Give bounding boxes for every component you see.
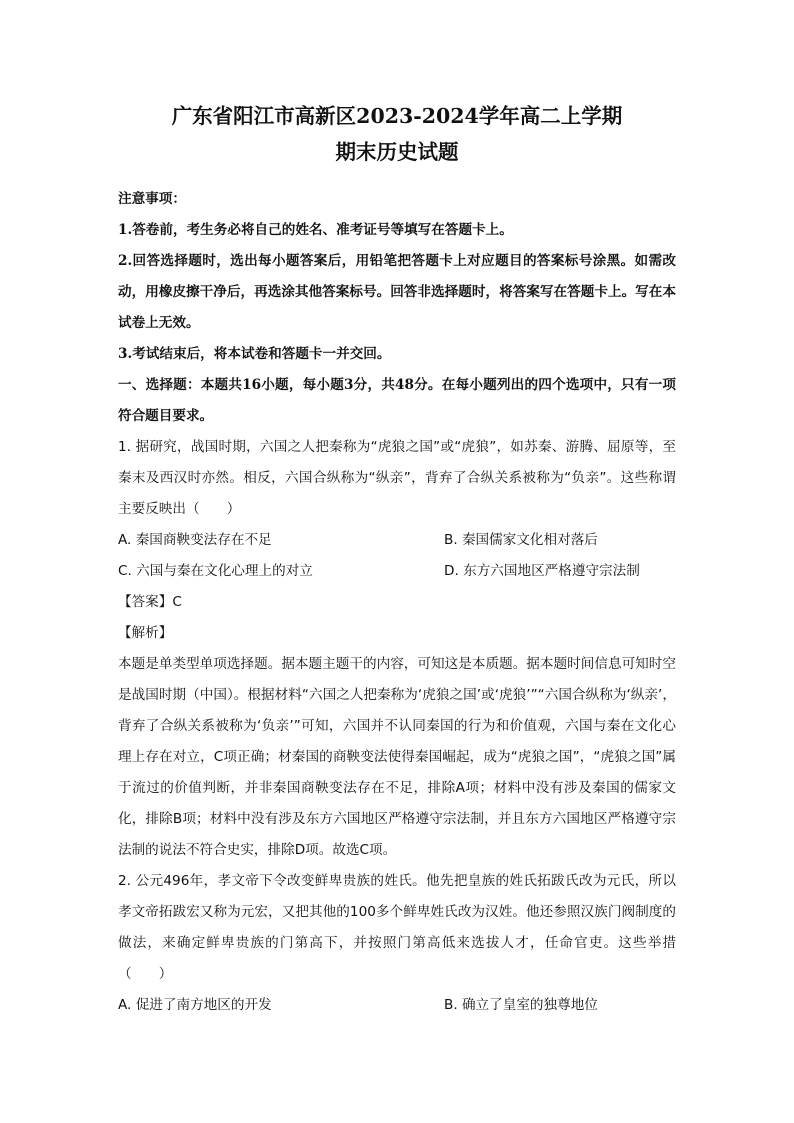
question-1-answer: 【答案】C	[118, 594, 182, 610]
question-1-option-b: B. 秦国儒家文化相对落后	[444, 532, 598, 548]
question-1-option-c: C. 六国与秦在文化心理上的对立	[118, 563, 313, 579]
question-1-option-a: A. 秦国商鞅变法存在不足	[118, 532, 272, 548]
notice-section	[118, 184, 676, 370]
notice-item-2: 2.回答选择题时，选出每小题答案后，用铅笔把答题卡上对应题目的答案标号涂黑。如需改动，用橡皮擦干净后，再选涂其他答案标号。回答非选择题时，将答案写在答题卡上。写在本试卷上无效。	[118, 253, 676, 331]
notice-heading: 注意事项：	[118, 191, 186, 207]
question-1	[118, 432, 676, 866]
question-2	[118, 866, 676, 1021]
question-2-option-b: B. 确立了皇室的独尊地位	[444, 997, 598, 1013]
question-2-stem: 2. 公元496年，孝文帝下令改变鲜卑贵族的姓氏。他先把皇族的姓氏拓跋氏改为元氏，所以孝文帝拓跋宏又称为元宏，又把其他的100多个鲜卑姓氏改为汉姓。他还参照汉族门阀制度的做法，来确定鲜卑贵族的门第高下，并按照门第高低来选拔人才，任命官吏。这些举措（ ）	[118, 873, 676, 982]
question-2-options	[118, 990, 676, 1021]
exam-title-line1: 广东省阳江市高新区2023-2024学年高二上学期	[171, 104, 623, 128]
section-heading: 一、选择题：本题共16小题，每小题3分，共48分。在每小题列出的四个选项中，只有一项符合题目要求。	[118, 377, 676, 424]
question-1-analysis: 本题是单类型单项选择题。据本题主题干的内容，可知这是本质题。据本题时间信息可知时空是战国时期（中国）。根据材料“六国之人把秦称为‘虎狼之国’或‘虎狼’”“六国合纵称为‘纵亲’，背弃了合纵关系被称为‘负亲’”可知，六国并不认同秦国的行为和价值观，六国与秦在文化心理上存在对立，C项正确；材秦国的商鞅变法使得秦国崛起，成为“虎狼之国”，“虎狼之国”属于流过的价值判断，并非秦国商鞅变法存在不足，排除A项；材料中没有涉及秦国的儒家文化，排除B项；材料中没有涉及东方六国地区严格遵守宗法制，并且东方六国地区严格遵守宗法制的说法不符合史实，排除D项。故选C项。	[118, 656, 676, 858]
notice-item-1: 1.答卷前，考生务必将自己的姓名、准考证号等填写在答题卡上。	[118, 222, 513, 238]
question-1-option-d: D. 东方六国地区严格遵守宗法制	[444, 563, 640, 579]
question-2-option-a: A. 促进了南方地区的开发	[118, 997, 272, 1013]
question-1-options	[118, 525, 676, 587]
notice-item-3: 3.考试结束后，将本试卷和答题卡一并交回。	[118, 346, 391, 362]
exam-title-line2: 期末历史试题	[335, 140, 459, 164]
question-1-stem: 1. 据研究，战国时期，六国之人把秦称为“虎狼之国”或“虎狼”，如苏秦、游腾、屈原等，至秦末及西汉时亦然。相反，六国合纵称为“纵亲”，背弃了合纵关系被称为“负亲”。这些称谓主要反映出（ ）	[118, 439, 676, 517]
question-1-analysis-label: 【解析】	[118, 625, 173, 641]
